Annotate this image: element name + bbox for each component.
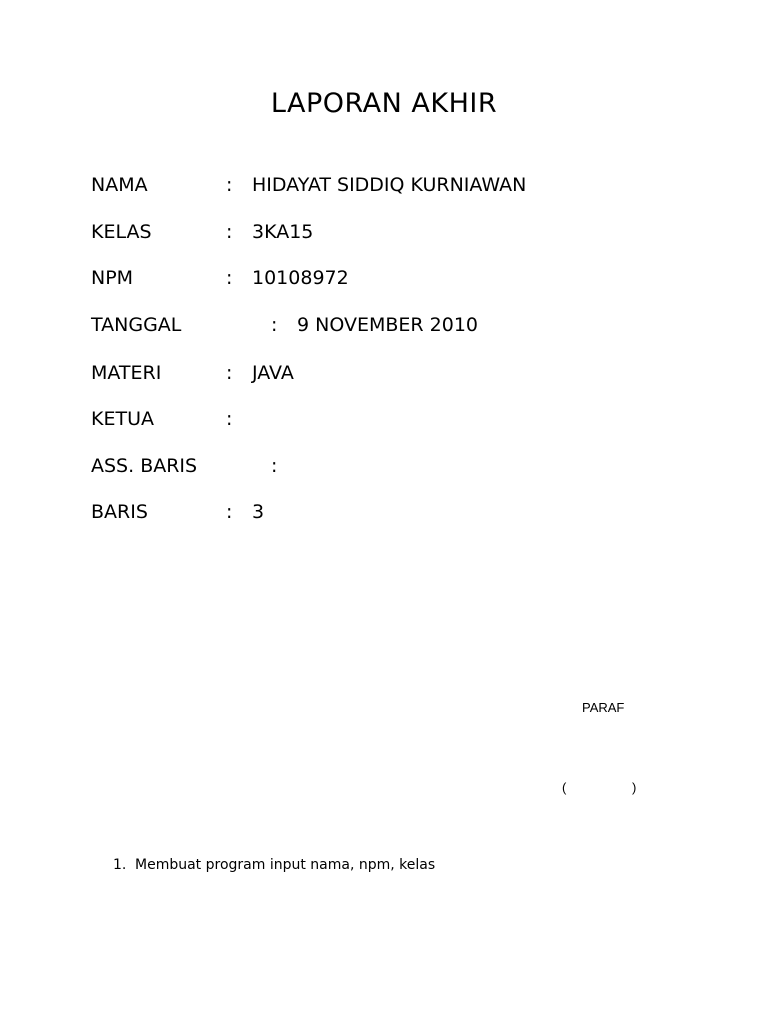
signature-close-paren: ) [632, 780, 637, 795]
field-nama-colon: : [226, 174, 233, 196]
field-materi-colon: : [226, 362, 233, 384]
field-ass-baris-colon: : [271, 455, 278, 477]
field-kelas-colon: : [226, 221, 233, 243]
field-npm-value: 10108972 [252, 267, 349, 289]
field-npm-colon: : [226, 267, 233, 289]
field-baris-label: BARIS [91, 501, 148, 523]
field-kelas-label: KELAS [91, 221, 152, 243]
field-nama-value: HIDAYAT SIDDIQ KURNIAWAN [252, 174, 527, 196]
list-item-text: Membuat program input nama, npm, kelas [135, 857, 436, 873]
field-baris-value: 3 [252, 501, 265, 523]
field-nama-label: NAMA [91, 174, 148, 196]
report-title: LAPORAN AKHIR [270, 88, 498, 119]
list-item-number: 1. [113, 857, 127, 873]
field-tanggal-colon: : [271, 314, 278, 336]
field-tanggal-label: TANGGAL [91, 314, 182, 336]
field-tanggal-value: 9 NOVEMBER 2010 [297, 314, 478, 336]
field-npm-label: NPM [91, 267, 134, 289]
signature-open-paren: ( [562, 780, 567, 795]
field-materi-label: MATERI [91, 362, 162, 384]
field-baris-colon: : [226, 501, 233, 523]
list-item [113, 857, 435, 873]
field-materi-value: JAVA [252, 362, 294, 384]
field-ass-baris-label: ASS. BARIS [91, 455, 198, 477]
field-ketua-colon: : [226, 408, 233, 430]
field-ketua-label: KETUA [91, 408, 154, 430]
field-kelas-value: 3KA15 [252, 221, 314, 243]
paraf-label: PARAF [582, 700, 625, 715]
